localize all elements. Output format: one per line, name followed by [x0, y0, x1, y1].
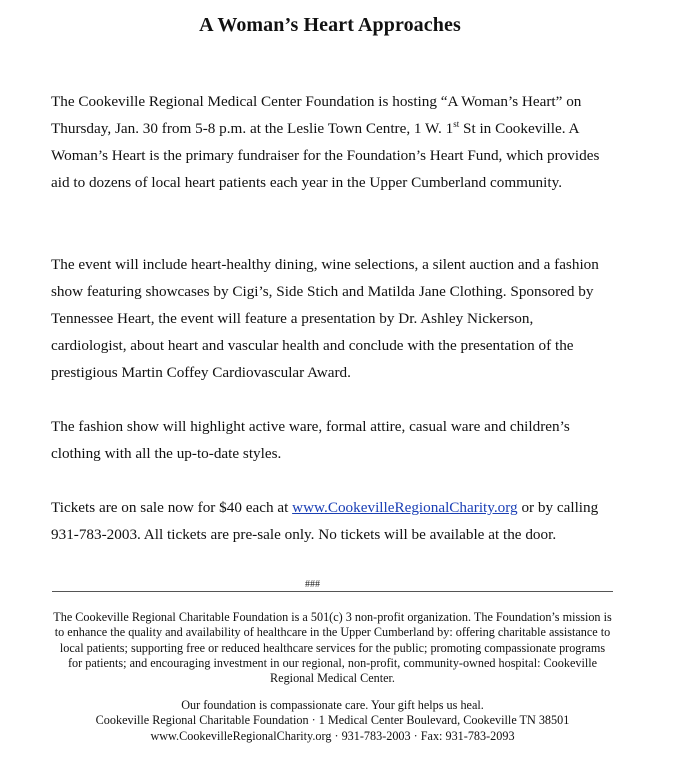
- footer-contact-block: [52, 698, 613, 744]
- footer-contact-line: www.CookevilleRegionalCharity.org · 931-783-2003 · Fax: 931-783-2093: [150, 728, 515, 743]
- paragraph-event-intro: [51, 88, 611, 196]
- paragraph-text: The Cookeville Regional Medical Center Foundation is hosting “A Woman’s Heart” on Thursday, Jan. 30 from 5-8 p.m. at the Leslie Town Centre, 1 W. 1: [51, 93, 582, 137]
- footer-mission-statement: The Cookeville Regional Charitable Foundation is a 501(c) 3 non-profit organization. The Foundation’s mission is to enhance the quality and availability of healthcare in the Upper Cumberland by: offering charitable assistance to local patients; supporting free or reduced healthcare services for the public; promoting compassionate programs for patients; and encouraging investment in our regional, non-profit, community-owned hospital: Cookeville Regional Medical Center.: [53, 610, 612, 686]
- footer-address: Cookeville Regional Charitable Foundation · 1 Medical Center Boulevard, Cookeville TN 38501: [95, 713, 570, 728]
- paragraph-text: St in Cookeville. A Woman’s Heart is the primary fundraiser for the Foundation’s Heart Fund, which provides aid to dozens of local heart patients each year in the Upper Cumberland community.: [51, 120, 600, 191]
- charity-website-link[interactable]: www.CookevilleRegionalCharity.org: [292, 499, 518, 516]
- paragraph-text: Tickets are on sale now for $40 each at: [51, 499, 293, 516]
- ordinal-superscript: st: [453, 118, 460, 129]
- paragraph-event-details: The event will include heart-healthy dining, wine selections, a silent auction and a fashion show featuring showcases by Cigi’s, Side Stich and Matilda Jane Clothing. Sponsored by Tennessee Heart, the event will feature a presentation by Dr. Ashley Nickerson, cardiologist, about heart and vascular health and conclude with the presentation of the prestigious Martin Coffey Cardiovascular Award.: [51, 256, 599, 381]
- footer-tagline: Our foundation is compassionate care. Your gift helps us heal.: [181, 698, 484, 712]
- paragraph-fashion-show: The fashion show will highlight active ware, formal attire, casual ware and children’s clothing with all the up-to-date styles.: [51, 418, 570, 462]
- end-marks: ###: [305, 579, 320, 590]
- end-divider-line: [52, 591, 613, 592]
- document-title: A Woman’s Heart Approaches: [199, 14, 461, 36]
- paragraph-text: or by calling 931-783-2003. All tickets are pre-sale only. No tickets will be available at the door.: [51, 499, 599, 543]
- paragraph-tickets: [51, 494, 611, 548]
